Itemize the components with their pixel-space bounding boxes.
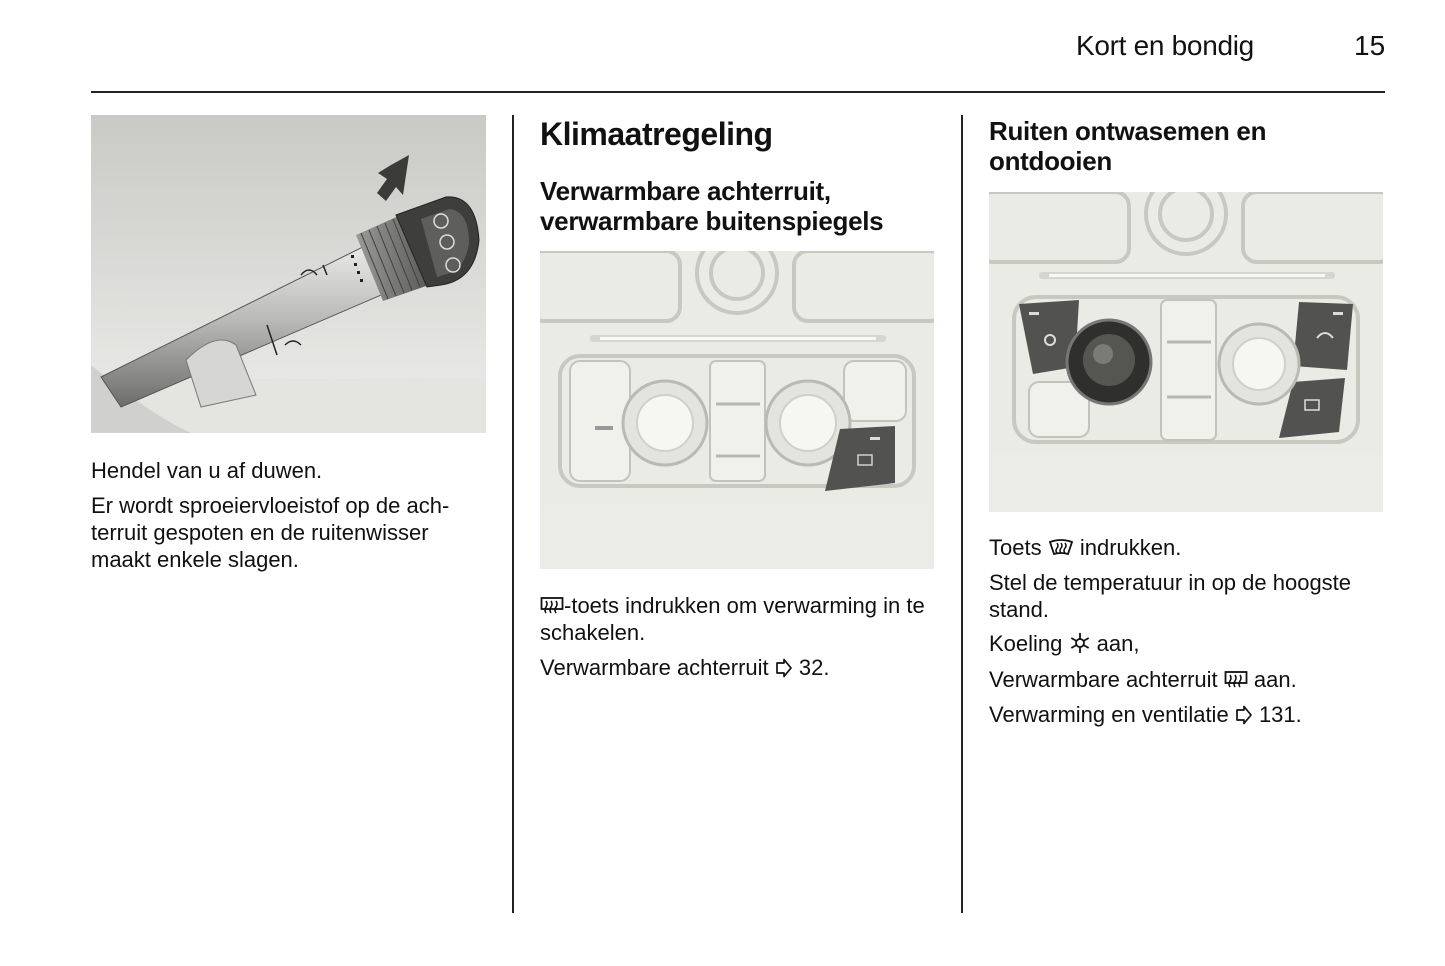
- col3-paragraph-3: [989, 630, 1389, 657]
- subheading-ruiten-ontwasemen: Ruiten ontwasemen en ontdooien: [989, 116, 1267, 176]
- col3-reference-page[interactable]: 131.: [1258, 702, 1302, 727]
- column-divider-right: [961, 115, 963, 913]
- col3-paragraph-3-post: aan,: [1096, 631, 1140, 656]
- page-reference-arrow-icon: [1235, 705, 1253, 725]
- wiper-lever-illustration: [91, 115, 486, 433]
- rear-window-heating-icon: [1224, 670, 1248, 690]
- col3-paragraph-5-text: Verwarming en ventilatie: [989, 702, 1229, 727]
- col1-body: Er wordt sproeiervloeistof op de ach-terruit gespoten en de ruitenwisser maakt enkele slagen.: [91, 493, 450, 572]
- page-number: 15: [1354, 30, 1386, 61]
- col2-paragraph-1-text: -toets indrukken om verwarming in te schakelen.: [540, 593, 925, 645]
- col2-paragraph-2: [540, 654, 940, 681]
- col2-paragraph-1: [540, 592, 940, 646]
- col3-paragraph-4-post: aan.: [1253, 667, 1297, 692]
- col3-paragraph-4: [989, 666, 1389, 693]
- col3-paragraph-3-pre: Koeling: [989, 631, 1063, 656]
- col3-paragraph-5: [989, 701, 1389, 728]
- page-reference-arrow-icon: [775, 658, 793, 678]
- col3-paragraph-4-pre: Verwarmbare achterruit: [989, 667, 1218, 692]
- col1-caption: Hendel van u af duwen.: [91, 458, 323, 483]
- climate-panel-illustration-rear-heating: [540, 251, 934, 569]
- header-rule: [91, 91, 1385, 93]
- running-header-title: Kort en bondig: [1076, 30, 1254, 61]
- col3-paragraph-1-pre: Toets: [989, 535, 1042, 560]
- climate-panel-illustration-defrost: [989, 192, 1383, 512]
- snowflake-ac-icon: [1069, 632, 1091, 654]
- subheading-verwarmbare-achterruit: Verwarmbare achterruit, verwarmbare buitenspiegels: [540, 176, 884, 236]
- column-divider-left: [512, 115, 514, 913]
- col2-reference-page[interactable]: 32.: [798, 655, 830, 680]
- col2-paragraph-2-text: Verwarmbare achterruit: [540, 655, 769, 680]
- rear-window-heating-icon: [540, 596, 564, 616]
- col3-paragraph-1: [989, 534, 1389, 561]
- col3-paragraph-2: Stel de temperatuur in op de hoogste stand.: [989, 570, 1352, 622]
- col3-paragraph-1-post: indrukken.: [1079, 535, 1182, 560]
- section-heading-klimaatregeling: Klimaatregeling: [540, 116, 773, 152]
- windscreen-defrost-icon: [1048, 538, 1074, 558]
